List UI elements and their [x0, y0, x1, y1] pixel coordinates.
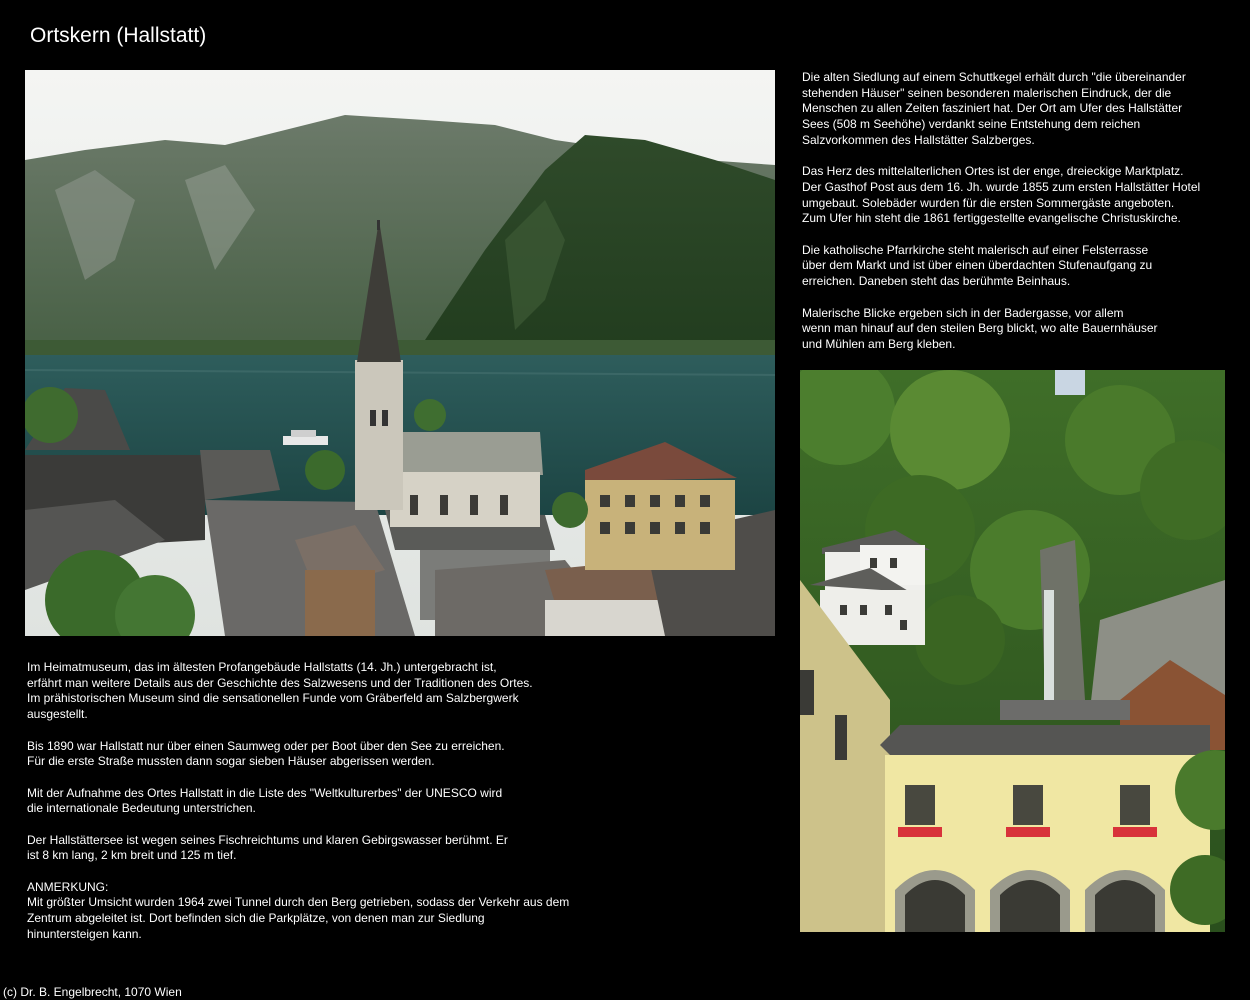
paragraph-parish-church: Die katholische Pfarrkirche steht malerisch auf einer Felsterrasse über dem Markt und ist über einen überdachten Stufenaufgang zu erreichen. Daneben steht das berühmte Beinhaus.	[802, 242, 1153, 289]
paragraph-museum: Im Heimatmuseum, das im ältesten Profangebäude Hallstatts (14. Jh.) untergebracht ist, erfährt man weitere Details aus der Geschichte des Salzwesens und der Traditionen des Ortes. Im prähistorischen Museum sind die sensationellen Funde vom Gräberfeld am Salzbergwerk ausgestellt.	[27, 660, 533, 722]
paragraph-unesco: Mit der Aufnahme des Ortes Hallstatt in die Liste des "Weltkulturerbes" der UNESCO wird die internationale Bedeutung unterstrichen.	[27, 785, 503, 816]
hallstatt-square-waterfall-image	[800, 370, 1225, 932]
paragraph-badergasse: Malerische Blicke ergeben sich in der Badergasse, vor allem wenn man hinauf auf den steilen Berg blickt, wo alte Bauernhäuser und Mühlen am Berg kleben.	[802, 305, 1158, 351]
description-left	[27, 660, 587, 943]
paragraph-marketplace: Das Herz des mittelalterlichen Ortes ist der enge, dreieckige Marktplatz. Der Gasthof Post aus dem 16. Jh. wurde 1855 zum ersten Hallstätter Hotel umgebaut. Solebäder wurden für die ersten Sommergäste angeboten. Zum Ufer hin steht die 1861 fertiggestellte evangelische Christuskirche.	[802, 164, 1201, 226]
hallstatt-church-lake-image	[25, 70, 775, 636]
paragraph-lake: Der Hallstättersee ist wegen seines Fischreichtums und klaren Gebirgswasser berühmt. Er ist 8 km lang, 2 km breit und 125 m tief.	[27, 832, 508, 863]
copyright-footer: (c) Dr. B. Engelbrecht, 1070 Wien	[3, 985, 182, 999]
paragraph-settlement: Die alten Siedlung auf einem Schuttkegel erhält durch "die übereinander stehenden Häuser" seinen besonderen malerischen Eindruck, der die Menschen zu allen Zeiten fasziniert hat. Der Ort am Ufer des Hallstätter Sees (508 m Seehöhe) verdankt seine Entstehung dem reichen Salzvorkommen des Hallstätter Salzberges.	[802, 70, 1186, 147]
main-photo	[25, 70, 775, 636]
paragraph-access: Bis 1890 war Hallstatt nur über einen Saumweg oder per Boot über den See zu erreichen. Für die erste Straße mussten dann sogar sieben Häuser abgerissen werden.	[27, 738, 505, 769]
secondary-photo	[800, 370, 1225, 932]
paragraph-note: ANMERKUNG: Mit größter Umsicht wurden 1964 zwei Tunnel durch den Berg getrieben, sodass der Verkehr aus dem Zentrum abgeleitet ist. Dort befinden sich die Parkplätze, von denen man zur Siedlung hinuntersteigen kann.	[27, 879, 570, 941]
page-title: Ortskern (Hallstatt)	[30, 24, 207, 47]
description-right	[802, 70, 1232, 353]
